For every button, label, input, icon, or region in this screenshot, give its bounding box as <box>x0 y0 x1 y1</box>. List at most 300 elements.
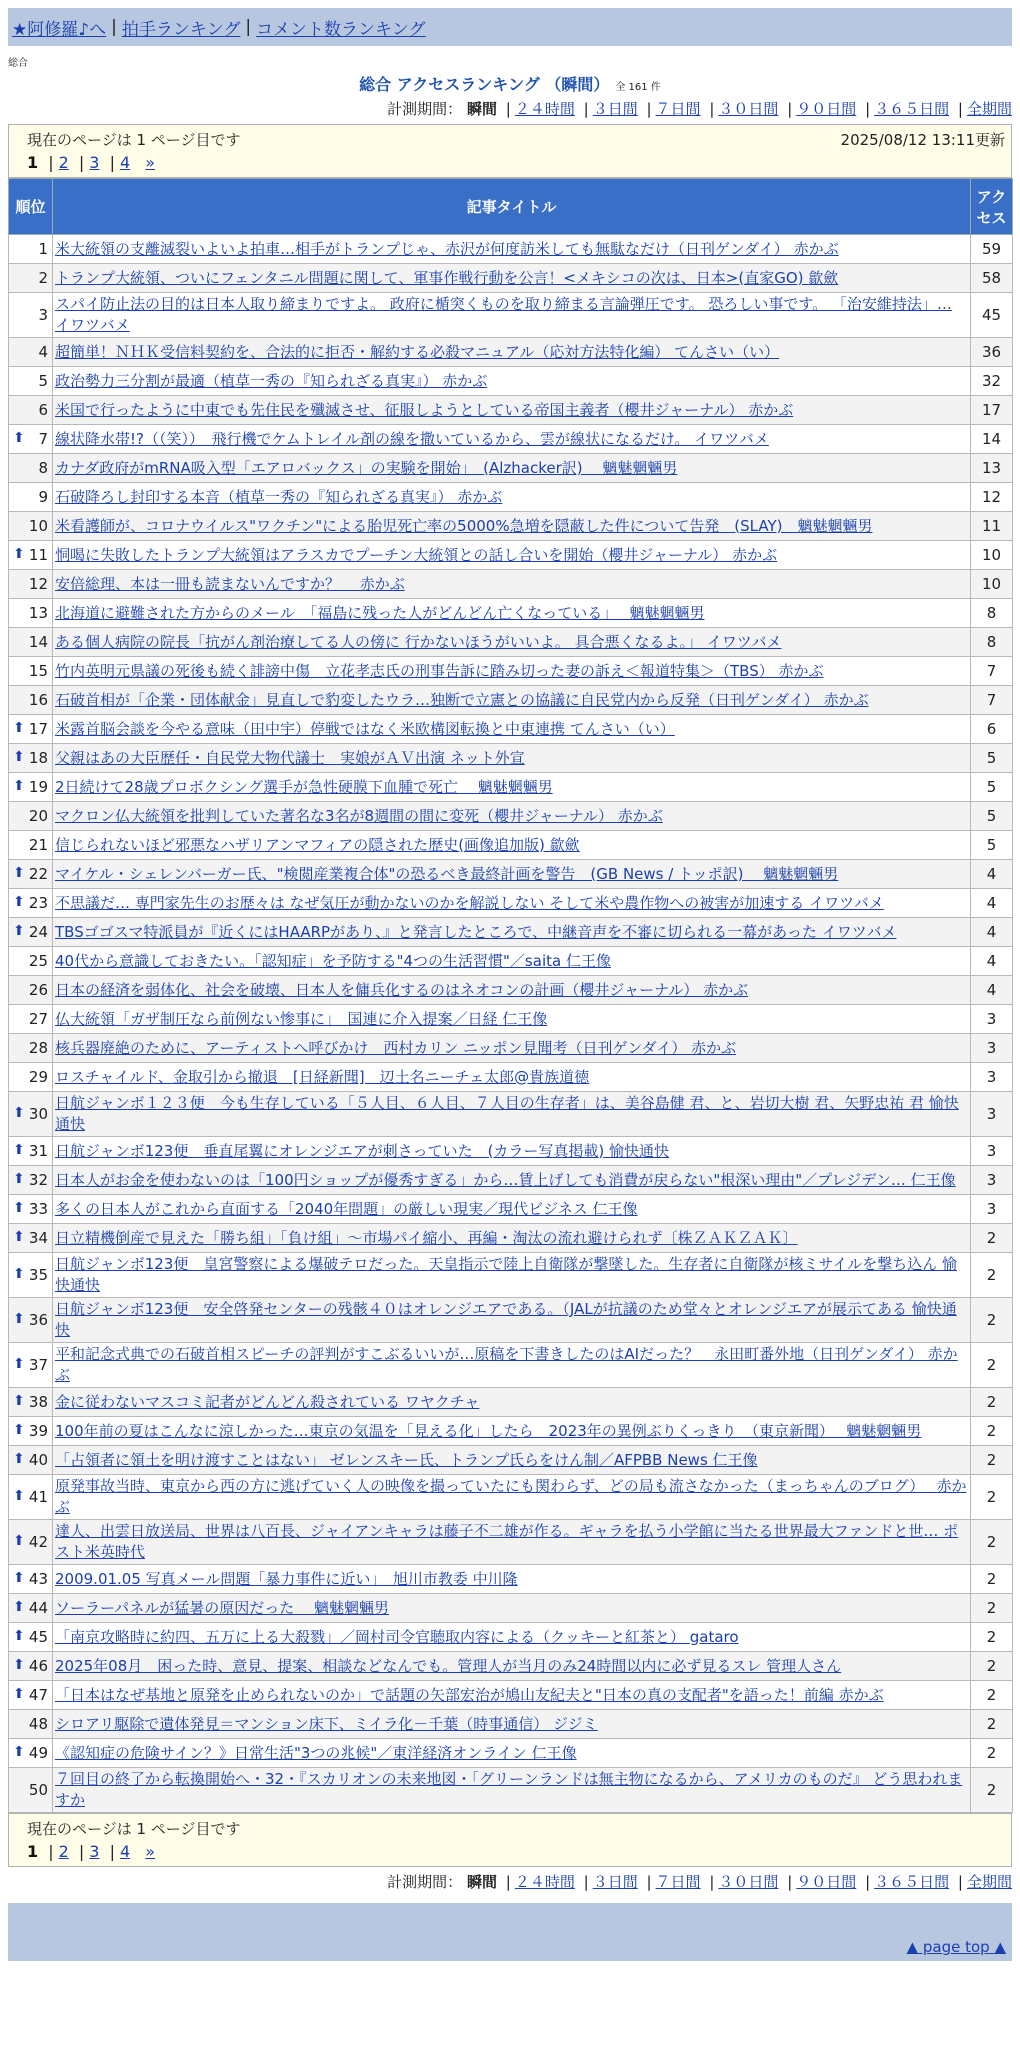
article-link[interactable]: 日立精機倒産で見えた「勝ち組」「負け組」～市場パイ縮小、再編・淘汰の流れ避けられず〔株ＺＡＫＺＡＫ〕 <box>55 1228 798 1247</box>
access-count: 7 <box>971 686 1013 715</box>
title-cell <box>53 773 971 802</box>
access-count: 3 <box>971 1005 1013 1034</box>
rank-cell <box>9 512 53 541</box>
rank-number: 32 <box>28 1170 48 1189</box>
access-count: 5 <box>971 831 1013 860</box>
article-link[interactable]: 米看護師が、コロナウイルス"ワクチン"による胎児死亡率の5000%急増を隠蔽した件について告発 (SLAY) 魑魅魍魎男 <box>55 516 873 535</box>
title-cell <box>53 512 971 541</box>
access-count: 10 <box>971 570 1013 599</box>
rank-cell <box>9 454 53 483</box>
article-link[interactable]: 線状降水帯!?（（笑）） 飛行機でケムトレイル剤の線を撒いているから、雲が線状になるだけ。 イワツバメ <box>55 429 769 448</box>
table-row <box>9 1298 1013 1343</box>
title-cell <box>53 976 971 1005</box>
rank-up-arrow-icon: ⬆ <box>13 1686 25 1703</box>
rank-up-arrow-icon: ⬆ <box>13 1311 25 1328</box>
table-row <box>9 657 1013 686</box>
rank-cell <box>9 1594 53 1623</box>
article-link[interactable]: 政治勢力三分割が最適（植草一秀の『知られざる真実』） 赤かぶ <box>55 371 488 390</box>
article-link[interactable]: 「占領者に領土を明け渡すことはない」 ゼレンスキー氏、トランプ氏らをけん制／AFPBB News 仁王像 <box>55 1450 758 1469</box>
article-link[interactable]: 米国で行ったように中東でも先住民を殲滅させ、征服しようとしている帝国主義者（櫻井ジャーナル） 赤かぶ <box>55 400 794 419</box>
rank-number: 26 <box>28 980 48 999</box>
article-link[interactable]: 石破降ろし封印する本音（植草一秀の『知られざる真実』） 赤かぶ <box>55 487 503 506</box>
access-count: 3 <box>971 1166 1013 1195</box>
access-count: 2 <box>971 1298 1013 1343</box>
table-row <box>9 599 1013 628</box>
access-count: 14 <box>971 425 1013 454</box>
table-row <box>9 976 1013 1005</box>
article-link[interactable]: 日本人がお金を使わないのは「100円ショップが優秀すぎる」から…賃上げしても消費が戻らない"根深い理由"／プレジデン… 仁王像 <box>55 1170 956 1189</box>
table-row <box>9 773 1013 802</box>
title-cell <box>53 1005 971 1034</box>
table-row <box>9 1166 1013 1195</box>
article-link[interactable]: 100年前の夏はこんなに涼しかった…東京の気温を「見える化」したら 2023年の異例ぶりくっきり （東京新聞） 魑魅魍魎男 <box>55 1421 922 1440</box>
article-link[interactable]: 日本の経済を弱体化、社会を破壊、日本人を傭兵化するのはネオコンの計画（櫻井ジャーナル） 赤かぶ <box>55 980 749 999</box>
table-row <box>9 512 1013 541</box>
table-row <box>9 947 1013 976</box>
rank-cell <box>9 628 53 657</box>
table-row <box>9 367 1013 396</box>
table-row <box>9 570 1013 599</box>
rank-cell <box>9 1253 53 1298</box>
table-row <box>9 1768 1013 1813</box>
page-info-bottom <box>8 1813 1012 1867</box>
period-link-24h[interactable]: ２４時間 <box>514 100 575 118</box>
pager-link-3[interactable]: 3 <box>89 153 100 172</box>
title-cell <box>53 1224 971 1253</box>
title-cell <box>53 831 971 860</box>
title-cell <box>53 1195 971 1224</box>
access-count: 2 <box>971 1343 1013 1388</box>
rank-number: 10 <box>28 516 48 535</box>
article-link[interactable]: 2009.01.05 写真メール問題「暴力事件に近い」 旭川市教委 中川隆 <box>55 1569 518 1588</box>
rank-cell <box>9 1092 53 1137</box>
table-row <box>9 235 1013 264</box>
title-cell <box>53 293 971 338</box>
title-cell <box>53 1298 971 1343</box>
access-count: 59 <box>971 235 1013 264</box>
article-link[interactable]: 2025年08月 困った時、意見、提案、相談などなんでも。管理人が当月のみ24時間以内に必ず見るスレ 管理人さん <box>55 1656 842 1675</box>
header-access: アクセス <box>971 179 1013 235</box>
rank-up-arrow-icon: ⬆ <box>13 1628 25 1645</box>
rank-cell <box>9 1417 53 1446</box>
period-current-bottom: 瞬間 <box>466 1873 497 1891</box>
rank-cell <box>9 1739 53 1768</box>
period-link-365d[interactable]: ３６５日間 <box>874 100 950 118</box>
pager-link-4-bottom[interactable]: 4 <box>119 1842 131 1861</box>
table-row <box>9 1652 1013 1681</box>
rank-number: 34 <box>28 1228 48 1247</box>
access-count: 5 <box>971 773 1013 802</box>
article-link[interactable]: 「南京攻略時に約四、五万に上る大殺戮」／岡村司令官聴取内容による（クッキーと紅茶と） gataro <box>55 1627 739 1646</box>
table-row <box>9 1092 1013 1137</box>
rank-cell <box>9 1681 53 1710</box>
article-link[interactable]: 米露首脳会談を今やる意味（田中宇）停戦ではなく米欧構図転換と中東連携 てんさい（い） <box>55 719 675 738</box>
rank-cell <box>9 1565 53 1594</box>
pager-next[interactable]: » <box>145 153 156 172</box>
table-row <box>9 1475 1013 1520</box>
access-count: 3 <box>971 1137 1013 1166</box>
title-cell <box>53 802 971 831</box>
table-row <box>9 831 1013 860</box>
total-count: 全 161 件 <box>615 82 661 93</box>
table-row <box>9 1253 1013 1298</box>
article-link[interactable]: 安倍総理、本は一冊も読まないんですか？ 赤かぶ <box>55 574 405 593</box>
access-count: 8 <box>971 628 1013 657</box>
rank-cell <box>9 976 53 1005</box>
title-cell <box>53 396 971 425</box>
article-link[interactable]: 多くの日本人がこれから直面する「2040年問題」の厳しい現実／現代ビジネス 仁王像 <box>55 1199 638 1218</box>
access-count: 2 <box>971 1446 1013 1475</box>
rank-up-arrow-icon: ⬆ <box>13 1200 25 1217</box>
article-link[interactable]: 日航ジャンボ123便 皇宮警察による爆破テロだった。天皇指示で陸上自衛隊が撃墜した。生存者に自衛隊が核ミサイルを撃ち込ん 愉快通快 <box>55 1255 958 1294</box>
rank-cell <box>9 1520 53 1565</box>
category-label: 総合 <box>8 58 28 69</box>
rank-cell <box>9 1768 53 1813</box>
article-link[interactable]: 超簡単！ＮＨＫ受信料契約を、合法的に拒否・解約する必殺マニュアル（応対方法特化編） てんさい（い） <box>55 342 780 361</box>
rank-cell <box>9 264 53 293</box>
title-cell <box>53 483 971 512</box>
rank-up-arrow-icon: ⬆ <box>13 1570 25 1587</box>
rank-number: 4 <box>38 342 48 361</box>
access-count: 2 <box>971 1475 1013 1520</box>
page-top-bar <box>8 1933 1012 1961</box>
table-row <box>9 860 1013 889</box>
rank-cell <box>9 1063 53 1092</box>
table-row <box>9 483 1013 512</box>
period-link-3d-bottom[interactable]: ３日間 <box>592 1873 638 1891</box>
rank-up-arrow-icon: ⬆ <box>13 1488 25 1505</box>
rank-number: 2 <box>38 268 48 287</box>
footer-bar <box>8 1903 1012 1933</box>
article-link[interactable]: 日航ジャンボ１２３便 今も生存している「５人目、６人目、７人目の生存者」は、美谷島健 君、と、岩切大樹 君、矢野忠祐 君 愉快通快 <box>55 1094 959 1133</box>
rank-number: 28 <box>28 1038 48 1057</box>
article-link[interactable]: トランプ大統領、ついにフェンタニル問題に関して、軍事作戦行動を公言！<メキシコの次は、日本>(直家GO) 歙歛 <box>55 268 839 287</box>
title-cell <box>53 1343 971 1388</box>
rank-cell <box>9 1224 53 1253</box>
rank-cell <box>9 1446 53 1475</box>
rank-number: 45 <box>28 1627 48 1646</box>
title-cell <box>53 1594 971 1623</box>
title-cell <box>53 1417 971 1446</box>
pager-link-3-bottom[interactable]: 3 <box>89 1842 100 1861</box>
nav-link-ashura[interactable]: ★阿修羅♪へ <box>12 19 107 40</box>
title-cell <box>53 1063 971 1092</box>
updated-timestamp: 2025/08/12 13:11更新 <box>840 131 1005 149</box>
table-row <box>9 744 1013 773</box>
rank-cell <box>9 367 53 396</box>
page-info-top <box>8 124 1012 178</box>
access-count: 4 <box>971 976 1013 1005</box>
table-row <box>9 1417 1013 1446</box>
current-page-text: 現在のページは 1 ページ目です <box>27 131 241 149</box>
article-link[interactable]: カナダ政府がmRNA吸入型「エアロバックス」の実験を開始」 (Alzhacker訳) 魑魅魍魎男 <box>55 458 678 477</box>
rank-cell <box>9 773 53 802</box>
nav-separator: | <box>111 17 117 37</box>
rank-cell <box>9 396 53 425</box>
title-cell <box>53 1623 971 1652</box>
rank-number: 30 <box>28 1104 48 1123</box>
table-row <box>9 715 1013 744</box>
rank-cell <box>9 338 53 367</box>
article-link[interactable]: 不思議だ… 専門家先生のお歴々は なぜ気圧が動かないのかを解説しない そして米や農作物への被害が加速する イワツバメ <box>55 893 884 912</box>
rank-number: 3 <box>38 305 48 324</box>
rank-number: 21 <box>28 835 48 854</box>
rank-number: 38 <box>28 1392 48 1411</box>
article-link[interactable]: 仏大統領「ガザ制圧なら前例ない惨事に」 国連に介入提案／日経 仁王像 <box>55 1009 548 1028</box>
rank-up-arrow-icon: ⬆ <box>13 1105 25 1122</box>
title-cell <box>53 367 971 396</box>
page-top-link[interactable]: ▲ page top ▲ <box>906 1938 1006 1956</box>
access-count: 3 <box>971 1063 1013 1092</box>
rank-cell <box>9 1005 53 1034</box>
rank-up-arrow-icon: ⬆ <box>13 546 25 563</box>
title-cell <box>53 541 971 570</box>
title-cell <box>53 570 971 599</box>
period-link-30d-bottom[interactable]: ３０日間 <box>718 1873 779 1891</box>
nav-link-comment-ranking[interactable]: コメント数ランキング <box>256 19 426 40</box>
title-cell <box>53 1652 971 1681</box>
top-nav <box>8 8 1012 46</box>
article-link[interactable]: 原発事故当時、東京から西の方に逃げていく人の映像を撮っていたにも関わらず、どの局も流さなかった（まっちゃんのブログ） 赤かぶ <box>55 1477 967 1516</box>
rank-cell <box>9 1710 53 1739</box>
rank-cell <box>9 1343 53 1388</box>
article-link[interactable]: 40代から意識しておきたい。「認知症」を予防する"4つの生活習慣"／saita 仁王像 <box>55 951 611 970</box>
article-link[interactable]: 《認知症の危険サイン？》日常生活"3つの兆候"／東洋経済オンライン 仁王像 <box>55 1743 577 1762</box>
title-cell <box>53 1710 971 1739</box>
rank-number: 9 <box>38 487 48 506</box>
pager-current: 1 <box>27 153 39 172</box>
pager-next-bottom[interactable]: » <box>145 1842 156 1861</box>
article-link[interactable]: 日航ジャンボ123便 安全啓発センターの残骸４０はオレンジエアである。（JALが抗議のため堂々とオレンジエアが展示てある 愉快通快 <box>55 1300 957 1339</box>
rank-up-arrow-icon: ⬆ <box>13 865 25 882</box>
title-cell <box>53 715 971 744</box>
rank-cell <box>9 657 53 686</box>
article-link[interactable]: スパイ防止法の目的は日本人取り締まりですよ。 政府に楯突くものを取り締まる言論弾圧です。 恐ろしい事です。 「治安維持法」… イワツバメ <box>55 295 952 334</box>
title-cell <box>53 628 971 657</box>
rank-up-arrow-icon: ⬆ <box>13 1744 25 1761</box>
rank-up-arrow-icon: ⬆ <box>13 1266 25 1283</box>
period-link-30d[interactable]: ３０日間 <box>718 100 779 118</box>
article-link[interactable]: 米大統領の支離滅裂いよいよ拍車…相手がトランプじゃ、赤沢が何度訪米しても無駄なだけ（日刊ゲンダイ） 赤かぶ <box>55 239 839 258</box>
table-row <box>9 889 1013 918</box>
title-cell <box>53 599 971 628</box>
access-count: 2 <box>971 1224 1013 1253</box>
access-count: 2 <box>971 1253 1013 1298</box>
access-count: 4 <box>971 918 1013 947</box>
period-selector-bottom: 計測期間： 瞬間 | ２４時間 | ３日間 | ７日間 | ３０日間 | ９０日間 | ３６５日間 | 全期間 <box>387 1873 1012 1891</box>
rank-number: 13 <box>28 603 48 622</box>
access-count: 12 <box>971 483 1013 512</box>
table-row <box>9 686 1013 715</box>
table-row <box>9 396 1013 425</box>
article-link[interactable]: 父親はあの大臣歴任・自民党大物代議士 実娘がＡＶ出演 ネット外宣 <box>55 748 525 767</box>
pager-link-2[interactable]: 2 <box>58 153 69 172</box>
article-link[interactable]: 核兵器廃絶のために、アーティストへ呼びかけ 西村カリン ニッポン見聞考（日刊ゲンダイ） 赤かぶ <box>55 1038 737 1057</box>
rank-number: 22 <box>28 864 48 883</box>
article-link[interactable]: ある個人病院の院長「抗がん剤治療してる人の傍に 行かないほうがいいよ。 具合悪くなるよ。」 イワツバメ <box>55 632 782 651</box>
pager-link-2-bottom[interactable]: 2 <box>58 1842 69 1861</box>
table-row <box>9 454 1013 483</box>
article-link[interactable]: 恫喝に失敗したトランプ大統領はアラスカでプーチン大統領との話し合いを開始（櫻井ジャーナル） 赤かぶ <box>55 545 778 564</box>
rank-number: 14 <box>28 632 48 651</box>
access-count: 8 <box>971 599 1013 628</box>
pager-current-bottom: 1 <box>27 1842 39 1861</box>
article-link[interactable]: マクロン仏大統領を批判していた著名な3名が8週間の間に変死（櫻井ジャーナル） 赤かぶ <box>55 806 663 825</box>
rank-number: 49 <box>28 1743 48 1762</box>
rank-cell <box>9 1388 53 1417</box>
title-cell <box>53 947 971 976</box>
rank-number: 18 <box>28 748 48 767</box>
rank-number: 37 <box>28 1355 48 1374</box>
article-link[interactable]: 「日本はなぜ基地と原発を止められないのか」で話題の矢部宏治が鳩山友紀夫と"日本の真の支配者"を語った！前編 赤かぶ <box>55 1685 884 1704</box>
article-link[interactable]: 金に従わないマスコミ記者がどんどん殺されている ワヤクチャ <box>55 1392 480 1411</box>
access-count: 5 <box>971 744 1013 773</box>
period-link-7d-bottom[interactable]: ７日間 <box>655 1873 701 1891</box>
table-row <box>9 1063 1013 1092</box>
rank-number: 48 <box>28 1714 48 1733</box>
access-count: 2 <box>971 1623 1013 1652</box>
article-link[interactable]: 平和記念式典での石破首相スピーチの評判がすこぶるいいが…原稿を下書きしたのはAIだった？ 永田町番外地（日刊ゲンダイ） 赤かぶ <box>55 1345 958 1384</box>
rank-up-arrow-icon: ⬆ <box>13 1599 25 1616</box>
rank-cell <box>9 686 53 715</box>
article-link[interactable]: ロスチャイルド、金取引から撤退 [日経新聞] 辺土名ニーチェ太郎@貴族道徳 <box>55 1067 590 1086</box>
access-count: 7 <box>971 657 1013 686</box>
table-row <box>9 1224 1013 1253</box>
access-count: 2 <box>971 1681 1013 1710</box>
period-link-90d[interactable]: ９０日間 <box>796 100 857 118</box>
title-cell <box>53 744 971 773</box>
period-link-365d-bottom[interactable]: ３６５日間 <box>874 1873 950 1891</box>
period-link-24h-bottom[interactable]: ２４時間 <box>514 1873 575 1891</box>
title-cell <box>53 1388 971 1417</box>
table-row <box>9 1343 1013 1388</box>
article-link[interactable]: ７回目の終了から転換開始へ・32・『スカリオンの未来地図・「グリーンランドは無主物になるから、アメリカのものだ』 どう思われますか <box>55 1770 963 1809</box>
title-cell <box>53 889 971 918</box>
rank-number: 8 <box>38 458 48 477</box>
rank-number: 46 <box>28 1656 48 1675</box>
access-count: 4 <box>971 860 1013 889</box>
rank-number: 5 <box>38 371 48 390</box>
rank-up-arrow-icon: ⬆ <box>13 1393 25 1410</box>
rank-cell <box>9 1475 53 1520</box>
period-link-90d-bottom[interactable]: ９０日間 <box>796 1873 857 1891</box>
rank-up-arrow-icon: ⬆ <box>13 894 25 911</box>
period-link-3d[interactable]: ３日間 <box>592 100 638 118</box>
rank-number: 17 <box>28 719 48 738</box>
access-count: 13 <box>971 454 1013 483</box>
access-count: 32 <box>971 367 1013 396</box>
title-cell <box>53 454 971 483</box>
rank-number: 20 <box>28 806 48 825</box>
rank-cell <box>9 1623 53 1652</box>
title-cell <box>53 1092 971 1137</box>
article-link[interactable]: シロアリ駆除で遺体発見＝マンション床下、ミイラ化－千葉（時事通信） ジジミ <box>55 1714 598 1733</box>
period-link-all-bottom[interactable]: 全期間 <box>966 1873 1012 1891</box>
rank-cell <box>9 715 53 744</box>
article-link[interactable]: 石破首相が「企業・団体献金」見直しで豹変したウラ…独断で立憲との協議に自民党内から反発（日刊ゲンダイ） 赤かぶ <box>55 690 869 709</box>
page-title: 総合 アクセスランキング （瞬間） <box>359 75 610 94</box>
period-link-7d[interactable]: ７日間 <box>655 100 701 118</box>
pager-bottom: 1 | 2 | 3 | 4 » <box>27 1842 156 1861</box>
rank-number: 11 <box>28 545 48 564</box>
title-cell <box>53 686 971 715</box>
access-count: 58 <box>971 264 1013 293</box>
period-link-all[interactable]: 全期間 <box>966 100 1012 118</box>
article-link[interactable]: 北海道に避難された方からのメール 「福島に残った人がどんどん亡くなっている」 魑魅魍魎男 <box>55 603 705 622</box>
rank-number: 27 <box>28 1009 48 1028</box>
article-link[interactable]: 達人、出雲日放送局、世界は八百長、ジャイアンキャラは藤子不二雄が作る。ギャラを払う小学館に当たる世界最大ファンドと世… ポスト米英時代 <box>55 1522 959 1561</box>
rank-cell <box>9 425 53 454</box>
table-row <box>9 338 1013 367</box>
rank-number: 47 <box>28 1685 48 1704</box>
rank-number: 16 <box>28 690 48 709</box>
rank-up-arrow-icon: ⬆ <box>13 430 25 447</box>
access-count: 2 <box>971 1768 1013 1813</box>
article-link[interactable]: 竹内英明元県議の死後も続く誹謗中傷 立花孝志氏の刑事告訴に踏み切った妻の訴え＜報道特集＞（TBS） 赤かぶ <box>55 661 824 680</box>
table-row <box>9 628 1013 657</box>
table-row <box>9 1195 1013 1224</box>
period-label: 計測期間： <box>387 100 463 118</box>
article-link[interactable]: 信じられないほど邪悪なハザリアンマフィアの隠された歴史(画像追加版) 歙歛 <box>55 835 580 854</box>
rank-cell <box>9 802 53 831</box>
rank-number: 41 <box>28 1487 48 1506</box>
rank-number: 31 <box>28 1141 48 1160</box>
table-row <box>9 1565 1013 1594</box>
table-row <box>9 1710 1013 1739</box>
rank-cell <box>9 1034 53 1063</box>
title-cell <box>53 657 971 686</box>
period-label-bottom: 計測期間： <box>387 1873 463 1891</box>
article-link[interactable]: 日航ジャンボ123便 垂直尾翼にオレンジエアが刺さっていた (カラー写真掲載) 愉快通快 <box>55 1141 670 1160</box>
rank-cell <box>9 599 53 628</box>
access-count: 3 <box>971 1195 1013 1224</box>
article-link[interactable]: ソーラーパネルが猛暑の原因だった 魑魅魍魎男 <box>55 1598 390 1617</box>
rank-up-arrow-icon: ⬆ <box>13 778 25 795</box>
rank-number: 24 <box>28 922 48 941</box>
header-title: 記事タイトル <box>53 179 971 235</box>
rank-cell <box>9 918 53 947</box>
rank-up-arrow-icon: ⬆ <box>13 1142 25 1159</box>
title-cell <box>53 338 971 367</box>
nav-link-clap-ranking[interactable]: 拍手ランキング <box>121 19 241 40</box>
rank-number: 44 <box>28 1598 48 1617</box>
article-link[interactable]: TBSゴゴスマ特派員が『近くにはHAARPがあり、』と発言したところで、中継音声を不審に切られる一幕があった イワツバメ <box>55 922 897 941</box>
article-link[interactable]: マイケル・シェレンバーガー氏、"検閲産業複合体"の恐るべき最終計画を警告 (GB News / トッポ訳) 魑魅魍魎男 <box>55 864 839 883</box>
period-current: 瞬間 <box>466 100 497 118</box>
title-cell <box>53 1253 971 1298</box>
article-link[interactable]: 2日続けて28歳プロボクシング選手が急性硬膜下血腫で死亡 魑魅魍魎男 <box>55 777 553 796</box>
rank-number: 33 <box>28 1199 48 1218</box>
page-title-row <box>0 72 1020 94</box>
rank-number: 12 <box>28 574 48 593</box>
table-row <box>9 1034 1013 1063</box>
table-row <box>9 293 1013 338</box>
rank-up-arrow-icon: ⬆ <box>13 1533 25 1550</box>
rank-cell <box>9 541 53 570</box>
rank-number: 42 <box>28 1532 48 1551</box>
rank-cell <box>9 860 53 889</box>
table-row <box>9 918 1013 947</box>
rank-number: 25 <box>28 951 48 970</box>
table-row <box>9 1739 1013 1768</box>
access-count: 45 <box>971 293 1013 338</box>
rank-up-arrow-icon: ⬆ <box>13 1422 25 1439</box>
access-count: 4 <box>971 947 1013 976</box>
pager-link-4[interactable]: 4 <box>119 153 131 172</box>
table-row <box>9 1388 1013 1417</box>
rank-cell <box>9 1166 53 1195</box>
rank-number: 6 <box>38 400 48 419</box>
